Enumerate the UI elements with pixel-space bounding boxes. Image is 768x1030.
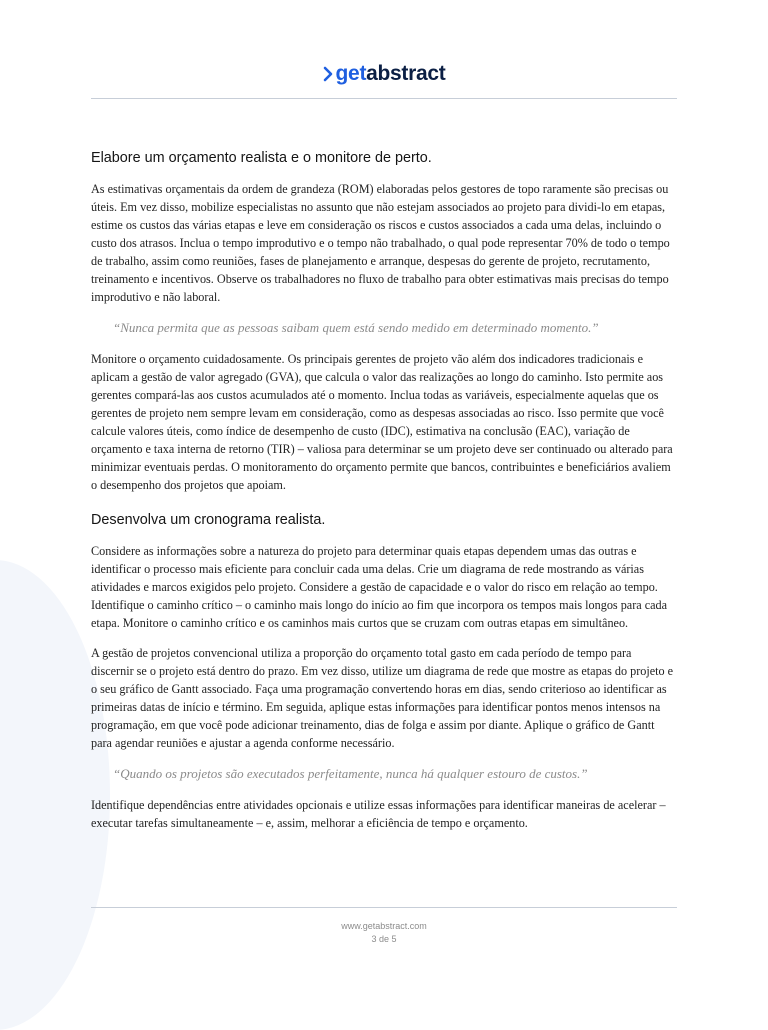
pull-quote: “Quando os projetos são executados perfeitamente, nunca há qualquer estouro de custos.” [113, 766, 588, 781]
paragraph: Identifique dependências entre atividades opcionais e utilize essas informações para identificar maneiras de acelerar – executar tarefas simultaneamente – e, assim, melhorar a eficiência de tempo e orçamento. [91, 798, 666, 830]
logo-text-get: get [335, 62, 367, 85]
paragraph: A gestão de projetos convencional utiliza a proporção do orçamento total gasto em cada período de tempo para discernir se o projeto está dentro do prazo. Em vez disso, utilize um diagrama de rede que mostre as etapas do projeto e o seu gráfico de Gantt associado. Faça uma programação convertendo horas em dias, sendo criterioso ao identificar as primeiras datas de início e término. Em seguida, aplique estas informações para identificar pontos menos intensos na programação, em que você pode adicionar treinamento, dias de folga e assim por diante. Aplique o gráfico de Gantt para agendar reuniões e ajustar a agenda conforme necessário. [91, 646, 674, 750]
pull-quote: “Nunca permita que as pessoas saibam quem está sendo medido em determinado momento.” [113, 320, 599, 335]
paragraph: Monitore o orçamento cuidadosamente. Os principais gerentes de projeto vão além dos indicadores tradicionais e aplicam a gestão de valor agregado (GVA), que calcula o valor das realizações ao longo do caminho. Isto permite aos gerentes compará-las aos custos acumulados até o momento. Inclua todas as variáveis, especialmente aquelas que os gerentes de projeto nem sempre levam em consideração, como as despesas associadas ao risco. Isso permite que você calcule valores úteis, como índice de desempenho de custo (IDC), estimativa na conclusão (EAC), variação de orçamento e taxa interna de retorno (TIR) – valiosa para determinar se um projeto deve ser continuado ou alterado para minimizar eventuais perdas. O monitoramento do orçamento permite que bancos, contribuintes e beneficiários avaliem o desempenho dos projetos que apoiam. [91, 352, 673, 492]
section-heading-budget: Elabore um orçamento realista e o monitore de perto. [91, 150, 432, 166]
logo-text-abstract: abstract [366, 62, 446, 85]
getabstract-logo[interactable] [323, 62, 446, 86]
header-divider [91, 98, 677, 99]
header [0, 62, 768, 87]
footer-divider [91, 907, 677, 908]
chevron-right-icon [323, 66, 333, 82]
paragraph: As estimativas orçamentais da ordem de grandeza (ROM) elaboradas pelos gestores de topo raramente são precisas ou úteis. Em vez disso, mobilize especialistas no assunto que não estejam associados ao projeto para dividi-lo em etapas, estime os custos das várias etapas e leve em consideração os riscos e custos associados a cada uma delas, incluindo o custo dos atrasos. Inclua o tempo improdutivo e o tempo não trabalhado, o qual pode representar 70% de todo o tempo de trabalho, assim como reuniões, fases de planejamento e arranque, despesas do gerente de projeto, recrutamento, treinamento e incentivos. Observe os trabalhadores no fluxo de trabalho para obter estimativas mais precisas do tempo improdutivo e não laboral. [91, 182, 670, 304]
paragraph: Considere as informações sobre a natureza do projeto para determinar quais etapas dependem umas das outras e identificar o processo mais eficiente para concluir cada uma delas. Crie um diagrama de rede mostrando as várias atividades e marcos exigidos pelo projeto. Considere a gestão de capacidade e o valor do risco em relação ao tempo. Identifique o caminho crítico – o caminho mais longo do início ao fim que incorpora os tempos mais longos para cada etapa. Monitore o caminho crítico e os caminhos mais curtos que se cruzam com outras etapas em simultâneo. [91, 544, 668, 630]
page-number: 3 de 5 [371, 934, 397, 944]
footer-url[interactable]: www.getabstract.com [341, 921, 427, 931]
footer [0, 920, 768, 946]
section-heading-schedule: Desenvolva um cronograma realista. [91, 512, 326, 528]
main-content [91, 148, 677, 844]
